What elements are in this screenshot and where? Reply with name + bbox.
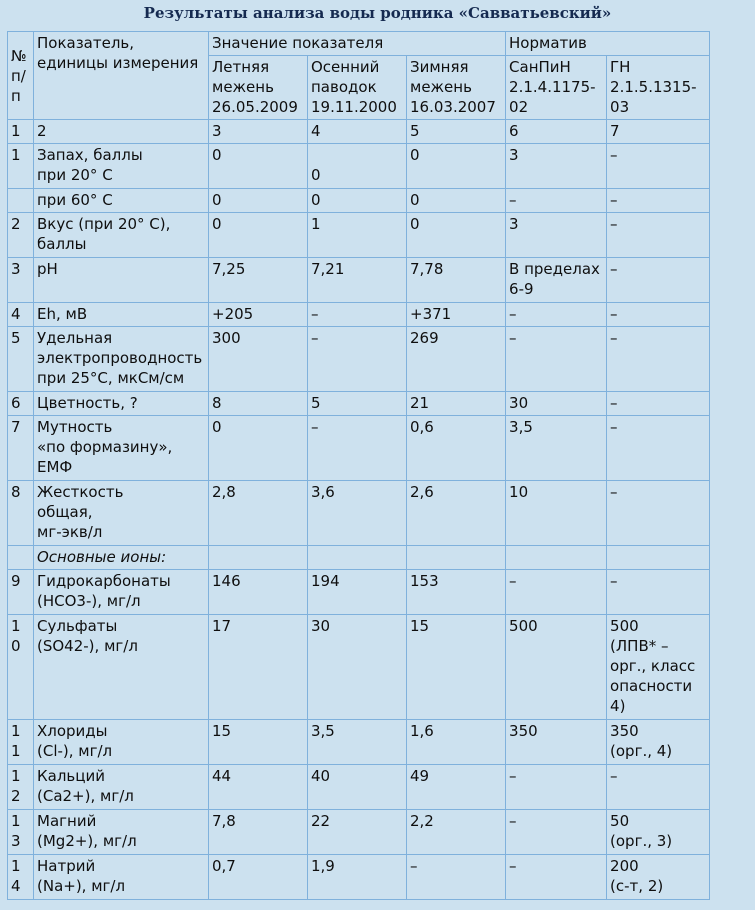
row-num: 9 (8, 570, 34, 615)
row-num: 14 (8, 855, 34, 900)
header-sanpin: СанПиН 2.1.4.1175- 02 (506, 56, 607, 120)
header-indicator: Показатель, единицы измерения (34, 32, 209, 120)
row-gn-norm: – (607, 303, 710, 327)
row-gn-norm: – (607, 481, 710, 546)
column-number: 2 (34, 120, 209, 144)
header-gn: ГН 2.1.5.1315- 03 (607, 56, 710, 120)
row-num (8, 189, 34, 213)
row-indicator: Жесткость общая, мг-экв/л (34, 481, 209, 546)
table-row (8, 855, 710, 900)
header-autumn: Осенний паводок 19.11.2000 (308, 56, 407, 120)
row-gn-norm: – (607, 189, 710, 213)
row-gn-norm: 50 (орг., 3) (607, 810, 710, 855)
row-sanpin-norm: – (506, 855, 607, 900)
row-indicator: pH (34, 258, 209, 303)
row-sanpin-norm: 350 (506, 720, 607, 765)
row-summer-value: 0 (209, 416, 308, 481)
row-sanpin-norm: 30 (506, 392, 607, 416)
header-row (8, 32, 710, 56)
header-winter: Зимняя межень 16.03.2007 (407, 56, 506, 120)
table-row (8, 392, 710, 416)
row-autumn-value: – (308, 327, 407, 392)
row-gn-norm: – (607, 213, 710, 258)
row-winter-value: 1,6 (407, 720, 506, 765)
row-autumn-value: 1,9 (308, 855, 407, 900)
row-gn-norm: 200 (с-т, 2) (607, 855, 710, 900)
table-row (8, 810, 710, 855)
row-summer-value: 146 (209, 570, 308, 615)
row-sanpin-norm: 500 (506, 615, 607, 720)
row-summer-value: 7,25 (209, 258, 308, 303)
column-number: 7 (607, 120, 710, 144)
table-row (8, 481, 710, 546)
row-winter-value: 21 (407, 392, 506, 416)
row-gn-norm: – (607, 765, 710, 810)
header-summer: Летняя межень 26.05.2009 (209, 56, 308, 120)
row-indicator: Кальций (Ca2+), мг/л (34, 765, 209, 810)
row-summer-value: 7,8 (209, 810, 308, 855)
row-indicator: Хлориды (Cl-), мг/л (34, 720, 209, 765)
column-number: 1 (8, 120, 34, 144)
row-indicator: при 60° С (34, 189, 209, 213)
row-autumn-value (308, 546, 407, 570)
row-sanpin-norm: 3 (506, 144, 607, 189)
row-gn-norm: 500 (ЛПВ* – орг., класс опасности 4) (607, 615, 710, 720)
row-sanpin-norm: – (506, 570, 607, 615)
table-row (8, 720, 710, 765)
row-num: 12 (8, 765, 34, 810)
row-winter-value: 7,78 (407, 258, 506, 303)
row-num: 2 (8, 213, 34, 258)
row-indicator: Цветность, ? (34, 392, 209, 416)
row-winter-value: 0,6 (407, 416, 506, 481)
header-value-group: Значение показателя (209, 32, 506, 56)
row-indicator: Натрий (Na+), мг/л (34, 855, 209, 900)
row-winter-value: 269 (407, 327, 506, 392)
row-summer-value: 44 (209, 765, 308, 810)
row-winter-value: 153 (407, 570, 506, 615)
row-autumn-value: 1 (308, 213, 407, 258)
row-winter-value: – (407, 855, 506, 900)
row-indicator: Основные ионы: (34, 546, 209, 570)
page-title: Результаты анализа воды родника «Савватьевский» (143, 4, 612, 22)
row-sanpin-norm: 3,5 (506, 416, 607, 481)
row-num: 13 (8, 810, 34, 855)
row-autumn-value: 194 (308, 570, 407, 615)
row-indicator: Магний (Mg2+), мг/л (34, 810, 209, 855)
row-num: 4 (8, 303, 34, 327)
row-autumn-value: 40 (308, 765, 407, 810)
row-winter-value: 0 (407, 213, 506, 258)
water-analysis-table (7, 31, 710, 900)
row-gn-norm: – (607, 144, 710, 189)
row-autumn-value: 3,5 (308, 720, 407, 765)
row-autumn-value: 22 (308, 810, 407, 855)
row-winter-value: 49 (407, 765, 506, 810)
row-winter-value: 2,2 (407, 810, 506, 855)
row-winter-value: +371 (407, 303, 506, 327)
table-row (8, 144, 710, 189)
row-autumn-value: 0 (308, 144, 407, 189)
row-winter-value (407, 546, 506, 570)
row-num: 10 (8, 615, 34, 720)
row-winter-value: 0 (407, 189, 506, 213)
row-gn-norm: – (607, 327, 710, 392)
row-gn-norm: – (607, 392, 710, 416)
row-summer-value: 8 (209, 392, 308, 416)
row-sanpin-norm: – (506, 189, 607, 213)
table-row (8, 615, 710, 720)
row-summer-value: 15 (209, 720, 308, 765)
header-num: № п/ п (8, 32, 34, 120)
column-number-row (8, 120, 710, 144)
row-summer-value: +205 (209, 303, 308, 327)
row-sanpin-norm: – (506, 765, 607, 810)
row-sanpin-norm: – (506, 327, 607, 392)
row-indicator: Сульфаты (SO42-), мг/л (34, 615, 209, 720)
row-autumn-value: 7,21 (308, 258, 407, 303)
row-summer-value: 300 (209, 327, 308, 392)
row-gn-norm: 350 (орг., 4) (607, 720, 710, 765)
table-row (8, 258, 710, 303)
row-num: 6 (8, 392, 34, 416)
row-summer-value: 0,7 (209, 855, 308, 900)
table-row (8, 189, 710, 213)
row-num (8, 546, 34, 570)
row-indicator: Запах, баллы при 20° С (34, 144, 209, 189)
row-num: 1 (8, 144, 34, 189)
column-number: 5 (407, 120, 506, 144)
row-summer-value: 0 (209, 189, 308, 213)
row-sanpin-norm: 10 (506, 481, 607, 546)
row-autumn-value: – (308, 416, 407, 481)
row-autumn-value: 0 (308, 189, 407, 213)
row-sanpin-norm: – (506, 810, 607, 855)
row-num: 7 (8, 416, 34, 481)
row-gn-norm (607, 546, 710, 570)
row-autumn-value: 5 (308, 392, 407, 416)
row-sanpin-norm: В пределах 6-9 (506, 258, 607, 303)
table-row (8, 213, 710, 258)
row-winter-value: 0 (407, 144, 506, 189)
row-num: 3 (8, 258, 34, 303)
row-winter-value: 2,6 (407, 481, 506, 546)
row-num: 8 (8, 481, 34, 546)
row-sanpin-norm (506, 546, 607, 570)
row-sanpin-norm: 3 (506, 213, 607, 258)
row-indicator: Eh, мВ (34, 303, 209, 327)
row-autumn-value: – (308, 303, 407, 327)
column-number: 3 (209, 120, 308, 144)
row-summer-value (209, 546, 308, 570)
row-indicator: Вкус (при 20° С), баллы (34, 213, 209, 258)
row-summer-value: 2,8 (209, 481, 308, 546)
row-indicator: Мутность «по формазину», ЕМФ (34, 416, 209, 481)
table-row (8, 765, 710, 810)
row-autumn-value: 3,6 (308, 481, 407, 546)
row-gn-norm: – (607, 570, 710, 615)
column-number: 6 (506, 120, 607, 144)
row-winter-value: 15 (407, 615, 506, 720)
table-row (8, 416, 710, 481)
column-number: 4 (308, 120, 407, 144)
row-summer-value: 0 (209, 144, 308, 189)
table-row (8, 327, 710, 392)
table-row (8, 570, 710, 615)
row-summer-value: 0 (209, 213, 308, 258)
row-num: 11 (8, 720, 34, 765)
row-summer-value: 17 (209, 615, 308, 720)
row-gn-norm: – (607, 258, 710, 303)
table-row (8, 546, 710, 570)
row-gn-norm: – (607, 416, 710, 481)
row-indicator: Удельная электропроводность при 25°С, мкСм/см (34, 327, 209, 392)
row-num: 5 (8, 327, 34, 392)
row-indicator: Гидрокарбонаты (HCO3-), мг/л (34, 570, 209, 615)
table-row (8, 303, 710, 327)
header-norm-group: Норматив (506, 32, 710, 56)
row-autumn-value: 30 (308, 615, 407, 720)
row-sanpin-norm: – (506, 303, 607, 327)
